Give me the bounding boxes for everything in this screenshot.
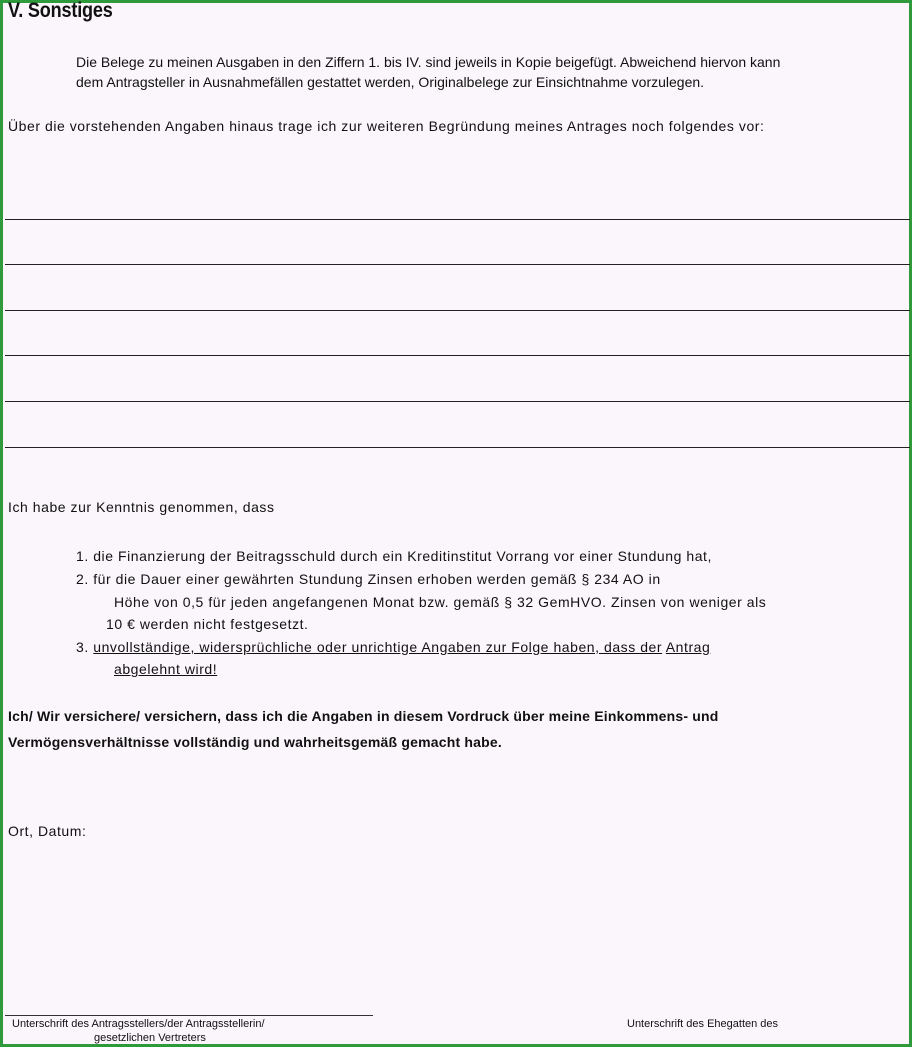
receipts-paragraph-line2: dem Antragsteller in Ausnahmefällen gestattet werden, Originalbelege zur Einsichtnahme vorzulegen. (76, 74, 705, 90)
acknowledgement-item-3-line2: abgelehnt wird! (114, 661, 218, 677)
item-3-text: unvollständige, widersprüchliche oder unrichtige Angaben zur Folge haben, dass der (93, 639, 663, 655)
reason-entry-line[interactable] (5, 264, 910, 265)
section-heading: V. Sonstiges (8, 0, 113, 22)
receipts-paragraph-line1: Die Belege zu meinen Ausgaben in den Ziffern 1. bis IV. sind jeweils in Kopie beigefügt. Abweichend hiervon kann (76, 54, 781, 70)
spouse-signature-label: Unterschrift des Ehegatten des (627, 1018, 779, 1030)
reason-entry-line[interactable] (5, 447, 910, 448)
acknowledgement-item-3-line1 (76, 639, 710, 655)
declaration-line2: Vermögensverhältnisse vollständig und wahrheitsgemäß gemacht habe. (8, 734, 502, 750)
receipts-paragraph (76, 52, 888, 92)
acknowledgement-item-1: 1. die Finanzierung der Beitragsschuld durch ein Kreditinstitut Vorrang vor einer Stundung hat, (76, 548, 712, 564)
applicant-signature-line[interactable] (5, 1015, 373, 1016)
acknowledgement-item-2-line1: 2. für die Dauer einer gewährten Stundung Zinsen erhoben werden gemäß § 234 AO in (76, 571, 661, 587)
reason-entry-line[interactable] (5, 310, 910, 311)
reasons-prompt: Über die vorstehenden Angaben hinaus trage ich zur weiteren Begründung meines Antrages noch folgendes vor: (8, 118, 765, 134)
acknowledgement-item-2-line2: Höhe von 0,5 für jeden angefangenen Monat bzw. gemäß § 32 GemHVO. Zinsen von weniger als (114, 594, 767, 610)
item-3-number: 3. (76, 639, 89, 655)
acknowledgement-item-2-line3: 10 € werden nicht festgesetzt. (106, 616, 309, 632)
reason-entry-line[interactable] (5, 219, 910, 220)
reason-entry-line[interactable] (5, 401, 910, 402)
applicant-signature-label-line1: Unterschrift des Antragsstellers/der Antragsstellerin/ (12, 1018, 265, 1030)
acknowledgement-intro: Ich habe zur Kenntnis genommen, dass (8, 499, 275, 515)
applicant-signature-label-line2: gesetzlichen Vertreters (94, 1032, 206, 1044)
item-3-text-tail: Antrag (665, 639, 711, 655)
declaration-line1: Ich/ Wir versichere/ versichern, dass ich die Angaben in diesem Vordruck über meine Einkommens- und (8, 708, 719, 724)
reason-entry-line[interactable] (5, 355, 910, 356)
place-date-label: Ort, Datum: (8, 823, 87, 839)
